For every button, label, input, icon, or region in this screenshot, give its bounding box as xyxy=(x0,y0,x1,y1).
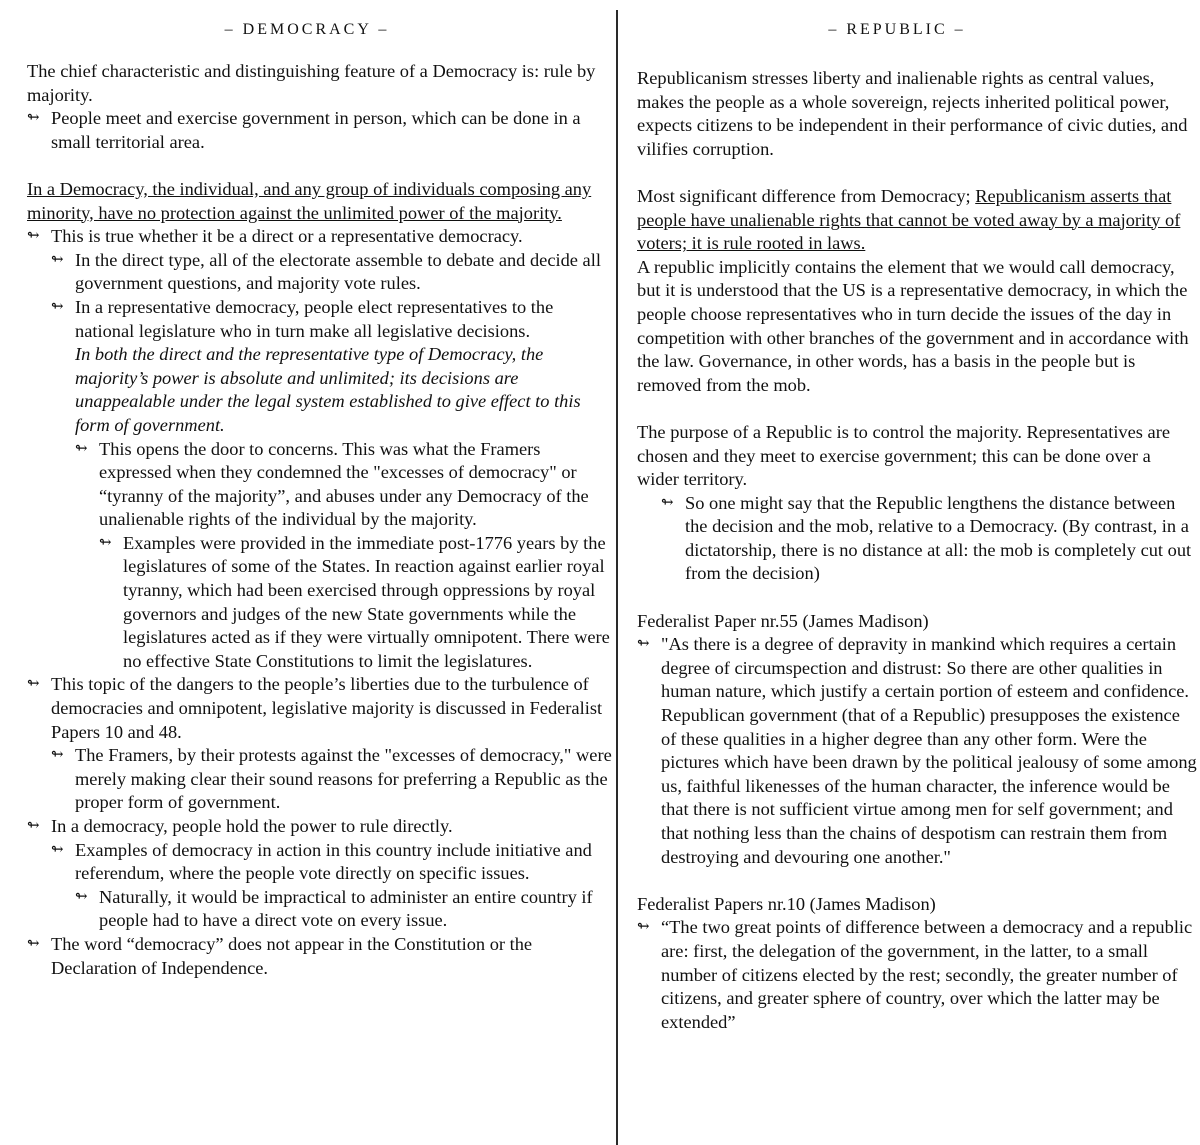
democracy-intro-bullet: ↬ People meet and exercise government in person, which can be done in a small territorial area. xyxy=(27,107,615,154)
republic-difference xyxy=(637,185,1197,256)
democracy-column xyxy=(27,0,615,980)
bullet-rule-directly: ↬ In a democracy, people hold the power to rule directly. xyxy=(27,815,615,839)
bullet-word-democracy: ↬ The word “democracy” does not appear in the Constitution or the Declaration of Independence. xyxy=(27,933,615,980)
federalist-55-quote: ↬ "As there is a degree of depravity in mankind which requires a certain degree of circumspection and distrust: So there are other qualities in human nature, which justify a certain portion of esteem and confidence. Republican government (that of a Republic) presupposes the existence of these qualities in a higher degree than any other form. Were the pictures which have been drawn by the political jealousy of some among us, faithful likenesses of the human character, the inference would be that there is not sufficient virtue among men for self government; and that nothing less than the chains of despotism can restrain them from destroying and devouring one another." xyxy=(637,633,1197,869)
republic-intro: Republicanism stresses liberty and inalienable rights as central values, makes the people as a whole sovereign, rejects inherited political power, expects citizens to be independent in their performance of civic duties, and vilifies corruption. xyxy=(637,68,1188,159)
democracy-intro: The chief characteristic and distinguishing feature of a Democracy is: rule by majority. xyxy=(27,61,596,105)
republic-heading: – REPUBLIC – xyxy=(828,21,966,38)
difference-lead: Most significant difference from Democracy; xyxy=(637,185,976,206)
federalist-10-title: Federalist Papers nr.10 (James Madison) xyxy=(637,893,936,914)
bullet-impractical: ↬ Naturally, it would be impractical to administer an entire country if people had to have a direct vote on every issue. xyxy=(27,886,615,933)
republic-column xyxy=(637,0,1197,1034)
column-divider xyxy=(616,10,618,1145)
bullet-direct-type: ↬ In the direct type, all of the electorate assemble to debate and decide all government questions, and majority vote rules. xyxy=(27,249,615,296)
democracy-underlined-statement: In a Democracy, the individual, and any group of individuals composing any minority, have no protection against the unlimited power of the majority. xyxy=(27,178,592,223)
bullet-post-1776-examples: ↬ Examples were provided in the immediate post-1776 years by the legislatures of some of the States. In reaction against earlier royal tyranny, which had been exercised through oppressions by royal governors and judges of the new State governments while the legislatures acted as if they were virtually omnipotent. There were no effective State Constitutions to limit the legislatures. xyxy=(27,532,615,674)
bullet-opens-door-concerns: ↬ This opens the door to concerns. This was what the Framers expressed when they condemned the "excesses of democracy" or “tyranny of the majority”, and abuses under any Democracy of the unalienable rights of the individual by the majority. xyxy=(27,438,615,532)
bullet-examples-in-action: ↬ Examples of democracy in action in this country include initiative and referendum, where the people vote directly on specific issues. xyxy=(27,839,615,886)
republic-implicit-text: A republic implicitly contains the element that we would call democracy, but it is understood that the US is a representative democracy, in which the people choose representatives who in turn decide the issues of the day in competition with other branches of the government and in accordance with the law. Governance, in other words, has a basis in the people but is removed from the mob. xyxy=(637,256,1189,395)
bullet-lengthens-distance: ↬ So one might say that the Republic lengthens the distance between the decision and the mob, relative to a Democracy. (By contrast, in a dictatorship, there is no distance at all: the mob is completely cut out from the decision) xyxy=(637,492,1197,586)
bullet-representative-democracy: ↬ In a representative democracy, people elect representatives to the national legislature who in turn make all legislative decisions. xyxy=(27,296,615,343)
republic-purpose: The purpose of a Republic is to control the majority. Representatives are chosen and they meet to exercise government; this can be done over a wider territory. xyxy=(637,421,1170,490)
bullet-framers-protests: ↬ The Framers, by their protests against the "excesses of democracy," were merely making clear their sound reasons for preferring a Republic as the proper form of government. xyxy=(27,744,615,815)
bullet-dangers-liberties: ↬ This topic of the dangers to the people’s liberties due to the turbulence of democracies and omnipotent, legislative majority is discussed in Federalist Papers 10 and 48. xyxy=(27,673,615,744)
federalist-10-quote: ↬ “The two great points of difference between a democracy and a republic are: first, the delegation of the government, in the latter, to a small number of citizens elected by the rest; secondly, the greater number of citizens, and greater sphere of country, over which the latter may be extended” xyxy=(637,916,1197,1034)
italic-note-majority-power: In both the direct and the representative type of Democracy, the majority’s power is absolute and unlimited; its decisions are unappealable under the legal system established to give effect to this form of government. xyxy=(75,344,581,435)
democracy-heading: – DEMOCRACY – xyxy=(224,21,390,38)
difference-underlined: Republicanism asserts that people have unalienable rights that cannot be voted away by a majority of voters; it is rule rooted in laws. xyxy=(637,185,1181,254)
bullet-direct-or-representative: ↬ This is true whether it be a direct or a representative democracy. xyxy=(27,225,615,249)
federalist-55-title: Federalist Paper nr.55 (James Madison) xyxy=(637,610,929,631)
